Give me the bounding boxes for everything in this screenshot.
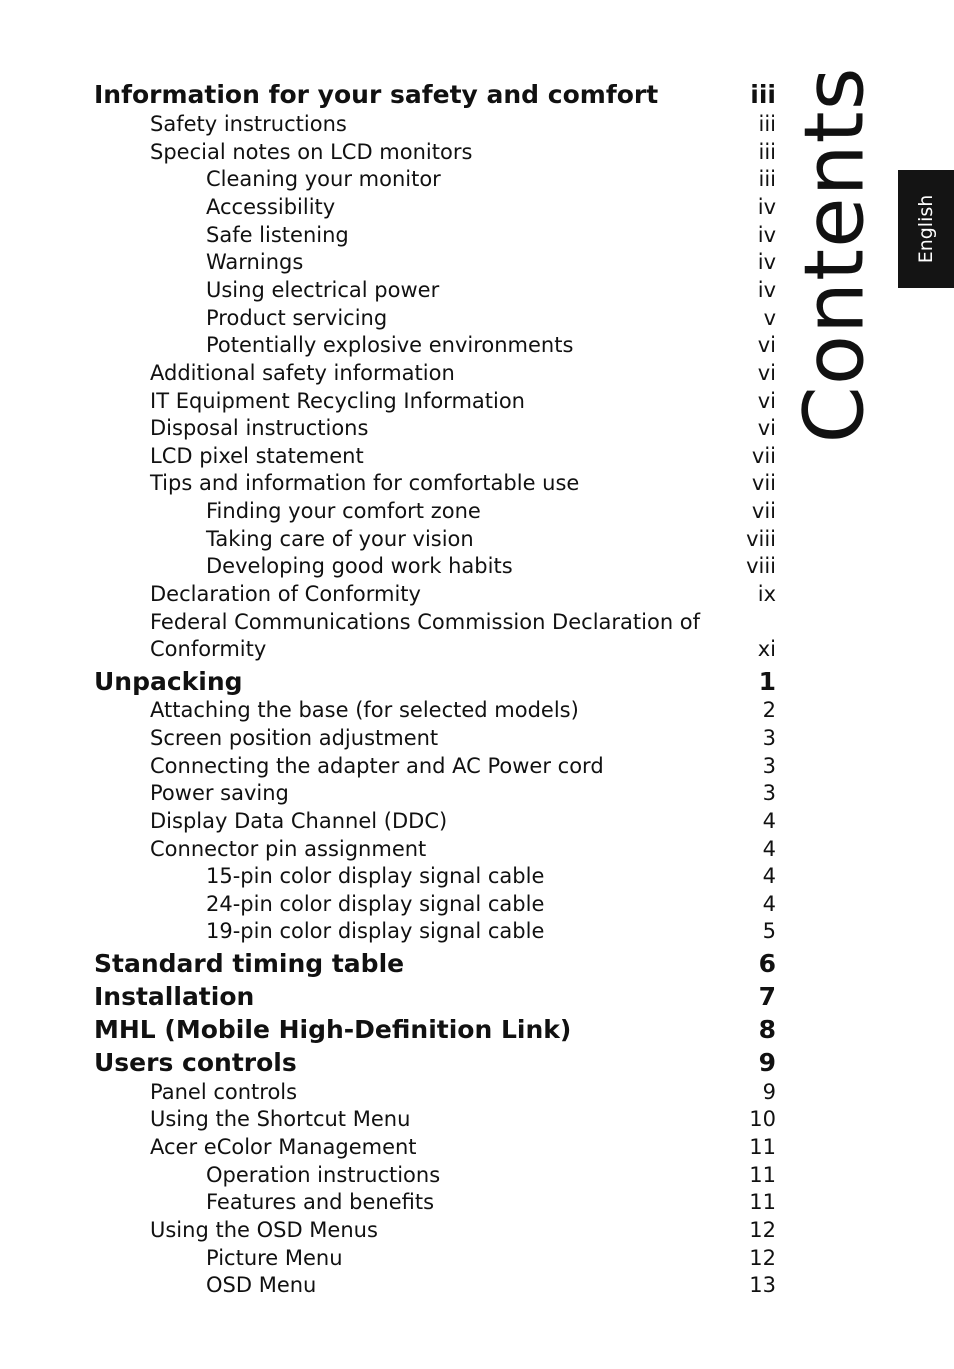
toc-entry-title: Special notes on LCD monitors (150, 140, 473, 164)
toc-entry-title: Using the Shortcut Menu (150, 1107, 411, 1131)
toc-entry[interactable] (0, 443, 954, 469)
toc-entry-title: 15-pin color display signal cable (206, 864, 545, 888)
toc-page-number: 9 (758, 1048, 776, 1077)
toc-entry-title: Panel controls (150, 1080, 298, 1104)
toc-page-number: xi (757, 637, 776, 661)
toc-entry-title: IT Equipment Recycling Information (150, 389, 525, 413)
toc-page-number: iv (757, 250, 776, 274)
toc-entry-title: Taking care of your vision (206, 527, 474, 551)
toc-page-number: 4 (762, 892, 776, 916)
toc-heading[interactable] (0, 1015, 954, 1045)
toc-page-number: vi (757, 389, 776, 413)
toc-entry[interactable] (0, 1134, 954, 1160)
toc-entry[interactable] (0, 553, 954, 579)
toc-entry[interactable] (0, 636, 954, 662)
toc-entry[interactable] (0, 1245, 954, 1271)
toc-entry[interactable] (0, 697, 954, 723)
toc-entry[interactable] (0, 470, 954, 496)
toc-entry-title: Installation (94, 982, 255, 1011)
toc-heading[interactable] (0, 982, 954, 1012)
toc-entry-title: Accessibility (206, 195, 336, 219)
toc-entry[interactable] (0, 863, 954, 889)
toc-entry[interactable] (0, 609, 954, 635)
toc-entry-title: Cleaning your monitor (206, 167, 441, 191)
toc-entry-title: Product servicing (206, 306, 388, 330)
toc-page-number: 7 (758, 982, 776, 1011)
toc-page-number: v (763, 306, 776, 330)
toc-heading[interactable] (0, 1048, 954, 1078)
toc-page-number: 5 (762, 919, 776, 943)
toc-page-number: 2 (762, 698, 776, 722)
toc-entry-title: Developing good work habits (206, 554, 513, 578)
toc-page-number: iv (757, 223, 776, 247)
toc-page-number: iii (758, 140, 776, 164)
toc-page-number: 13 (749, 1273, 776, 1297)
toc-entry[interactable] (0, 526, 954, 552)
toc-page-number: iii (750, 80, 776, 109)
toc-page-number: vi (757, 333, 776, 357)
toc-entry-title: OSD Menu (206, 1273, 317, 1297)
toc-entry-title: Picture Menu (206, 1246, 343, 1270)
toc-entry-title: Disposal instructions (150, 416, 369, 440)
toc-page-number: 11 (749, 1135, 776, 1159)
toc-entry-title: Finding your comfort zone (206, 499, 481, 523)
toc-entry[interactable] (0, 1272, 954, 1298)
toc-page-number: 1 (758, 667, 776, 696)
toc-page-number: viii (746, 554, 776, 578)
toc-entry-title: Acer eColor Management (150, 1135, 417, 1159)
toc-entry-title: Potentially explosive environments (206, 333, 574, 357)
toc-page-number: viii (746, 527, 776, 551)
contents-title-text: Contents (787, 66, 883, 444)
toc-page-number: 3 (762, 726, 776, 750)
toc-page-number: vii (751, 444, 776, 468)
toc-entry-title: LCD pixel statement (150, 444, 364, 468)
toc-page-number: iii (758, 167, 776, 191)
toc-entry-title: Safe listening (206, 223, 349, 247)
toc-page-number: 8 (758, 1015, 776, 1044)
toc-page-number: iii (758, 112, 776, 136)
toc-entry-title: Safety instructions (150, 112, 347, 136)
toc-entry-title: MHL (Mobile High-Definition Link) (94, 1015, 572, 1044)
toc-page-number: 11 (749, 1190, 776, 1214)
toc-entry[interactable] (0, 725, 954, 751)
toc-page-number: 9 (762, 1080, 776, 1104)
toc-entry-title: Conformity (150, 637, 267, 661)
language-tab-label: English (915, 194, 937, 264)
toc-page-number: iv (757, 195, 776, 219)
toc-page-number: 12 (749, 1246, 776, 1270)
toc-page-number: 3 (762, 754, 776, 778)
toc-entry-title: Information for your safety and comfort (94, 80, 659, 109)
toc-entry[interactable] (0, 1079, 954, 1105)
toc-entry[interactable] (0, 808, 954, 834)
toc-entry-title: Display Data Channel (DDC) (150, 809, 448, 833)
toc-entry-title: Unpacking (94, 667, 243, 696)
toc-entry-title: Using electrical power (206, 278, 440, 302)
toc-page-number: 4 (762, 864, 776, 888)
toc-page-number: vii (751, 499, 776, 523)
toc-entry[interactable] (0, 918, 954, 944)
toc-entry[interactable] (0, 891, 954, 917)
toc-entry-title: Users controls (94, 1048, 297, 1077)
toc-entry-title: Operation instructions (206, 1163, 441, 1187)
toc-entry-title: 19-pin color display signal cable (206, 919, 545, 943)
toc-page-number: vi (757, 361, 776, 385)
toc-page-number: 10 (749, 1107, 776, 1131)
toc-entry-title: Features and benefits (206, 1190, 435, 1214)
toc-entry[interactable] (0, 498, 954, 524)
contents-title (787, 66, 883, 444)
toc-entry-title: Declaration of Conformity (150, 582, 421, 606)
toc-entry-title: Standard timing table (94, 949, 405, 978)
toc-entry-title: 24-pin color display signal cable (206, 892, 545, 916)
toc-entry-title: Power saving (150, 781, 289, 805)
toc-page-number: iv (757, 278, 776, 302)
toc-entry[interactable] (0, 753, 954, 779)
toc-entry-title: Federal Communications Commission Declaration of (150, 610, 701, 634)
toc-heading[interactable] (0, 667, 954, 697)
toc-page-number: 12 (749, 1218, 776, 1242)
toc-page-number: ix (757, 582, 776, 606)
toc-entry[interactable] (0, 1189, 954, 1215)
toc-page-number: 11 (749, 1163, 776, 1187)
toc-page-number: 6 (758, 949, 776, 978)
toc-page-number: 3 (762, 781, 776, 805)
toc-entry-title: Additional safety information (150, 361, 455, 385)
language-tab (898, 170, 954, 288)
toc-page-number: vii (751, 471, 776, 495)
toc-entry[interactable] (0, 780, 954, 806)
toc-entry[interactable] (0, 581, 954, 607)
toc-entry[interactable] (0, 1217, 954, 1243)
toc-entry[interactable] (0, 1106, 954, 1132)
toc-entry-title: Using the OSD Menus (150, 1218, 378, 1242)
toc-entry-title: Screen position adjustment (150, 726, 439, 750)
toc-entry-title: Connecting the adapter and AC Power cord (150, 754, 604, 778)
toc-entry[interactable] (0, 836, 954, 862)
toc-entry-title: Warnings (206, 250, 304, 274)
toc-page-number: 4 (762, 837, 776, 861)
toc-page-number: vi (757, 416, 776, 440)
toc-entry-title: Tips and information for comfortable use (150, 471, 580, 495)
toc-heading[interactable] (0, 949, 954, 979)
toc-entry-title: Connector pin assignment (150, 837, 427, 861)
toc-entry-title: Attaching the base (for selected models) (150, 698, 579, 722)
toc-entry[interactable] (0, 1162, 954, 1188)
toc-page-number: 4 (762, 809, 776, 833)
